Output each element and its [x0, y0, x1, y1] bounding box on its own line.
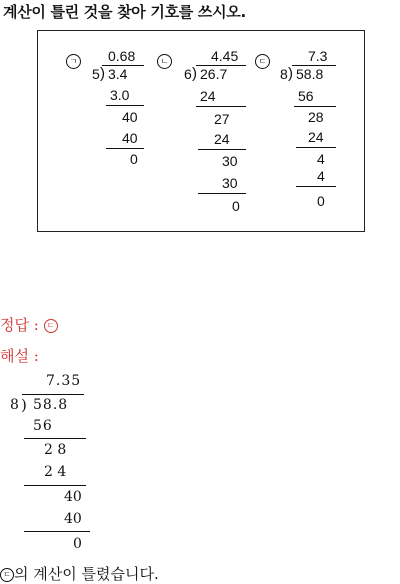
explanation-step-1: 56	[33, 418, 53, 434]
line-c-3	[296, 186, 336, 187]
explanation-step-5: 40	[64, 511, 82, 527]
conclusion-symbol: ㄷ	[0, 568, 14, 582]
step-b-6: 0	[232, 198, 240, 214]
problem-label-c: ㄷ	[255, 54, 270, 69]
dividend-c: 58.8	[296, 66, 324, 82]
explanation-step-3: 2 4	[44, 464, 67, 480]
step-a-3: 40	[122, 130, 138, 146]
explanation-bracket: )	[21, 396, 27, 414]
problem-label-a: ㄱ	[66, 54, 81, 69]
explanation-line-3	[24, 531, 90, 532]
divisor-c: 8	[280, 66, 288, 82]
step-b-5: 30	[222, 175, 238, 191]
step-b-4: 30	[222, 153, 238, 169]
quotient-c: 7.3	[308, 48, 328, 64]
explanation-quotient: 7.35	[46, 373, 82, 389]
explanation-divisor: 8	[10, 397, 19, 413]
dividend-a: 3.4	[108, 66, 128, 82]
quotient-a: 0.68	[108, 48, 136, 64]
division-bracket-c: )	[288, 65, 293, 82]
step-b-3: 24	[214, 131, 230, 147]
explanation-label: 해설 :	[0, 347, 39, 365]
line-b-2	[198, 149, 246, 150]
line-a-1	[106, 105, 144, 106]
step-c-3: 24	[308, 129, 324, 145]
explanation-step-6: 0	[73, 536, 82, 552]
step-a-4: 0	[130, 151, 138, 167]
conclusion-sentence: 의 계산이 틀렸습니다.	[14, 565, 159, 583]
problem-label-b: ㄴ	[157, 54, 172, 69]
quotient-b: 4.45	[211, 48, 239, 64]
divisor-b: 6	[184, 66, 192, 82]
line-a-2	[106, 148, 144, 149]
explanation-step-4: 40	[64, 489, 82, 505]
conclusion-text	[0, 563, 159, 584]
line-b-1	[196, 106, 246, 107]
step-c-4: 4	[317, 151, 325, 167]
step-c-1: 56	[298, 88, 314, 104]
line-c-2	[296, 147, 336, 148]
division-bracket-a: )	[100, 65, 105, 82]
line-c-1	[294, 106, 336, 107]
step-a-2: 40	[122, 109, 138, 125]
answer-label: 정답 :	[0, 316, 39, 334]
dividend-b: 26.7	[200, 66, 228, 82]
question-text: 계산이 틀린 것을 찾아 기호를 쓰시오.	[3, 3, 246, 21]
explanation-line-1	[24, 438, 86, 439]
step-c-6: 0	[317, 193, 325, 209]
step-b-1: 24	[200, 88, 216, 104]
explanation-division-bar	[22, 394, 84, 395]
step-a-1: 3.0	[110, 87, 130, 103]
explanation-dividend: 58.8	[33, 397, 69, 413]
answer-symbol: ㄷ	[44, 319, 58, 333]
answer-row	[0, 314, 58, 335]
step-c-5: 4	[317, 168, 325, 184]
step-b-2: 27	[214, 111, 230, 127]
line-b-3	[198, 193, 246, 194]
problem-box	[37, 30, 365, 232]
step-c-2: 28	[308, 109, 324, 125]
explanation-step-2: 2 8	[44, 442, 67, 458]
explanation-line-2	[24, 485, 86, 486]
divisor-a: 5	[92, 66, 100, 82]
division-bracket-b: )	[192, 65, 197, 82]
